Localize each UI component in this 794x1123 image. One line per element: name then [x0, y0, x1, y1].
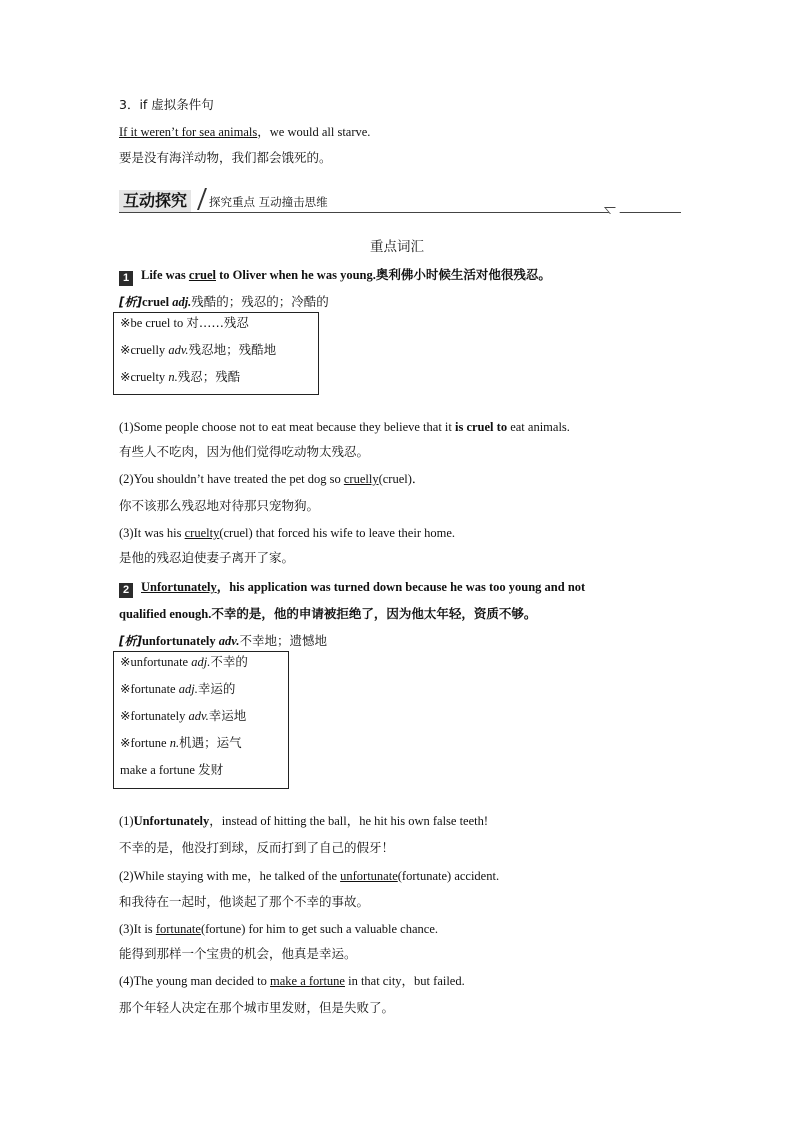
item2-sentence-line1: 2 Unfortunately，his application was turned down because he was too young and not	[119, 578, 674, 598]
item1-sentence-cn: 奥利佛小时候生活对他很残忍。	[375, 267, 551, 282]
answer-blank: cruelty	[184, 526, 220, 540]
item2-example1-cn: 不幸的是，他没打到球，反而打到了自己的假牙！	[119, 840, 395, 855]
item1-example3-cn: 是他的残忍迫使妻子离开了家。	[119, 550, 295, 565]
item2-example3-en: (3)It is fortunate(fortune) for him to get such a valuable chance.	[119, 922, 438, 936]
item1-definition	[119, 293, 329, 311]
analysis-mark: [析]	[119, 295, 142, 309]
item1-def-pos: adj.	[172, 295, 192, 309]
item1-example1-cn: 有些人不吃肉，因为他们觉得吃动物太残忍。	[119, 444, 370, 459]
answer-blank: fortunate	[155, 922, 201, 936]
example-underlined-clause: If it weren’t for sea animals	[119, 125, 258, 139]
item1-example2-en: (2)You shouldn’t have treated the pet dog so cruelly(cruel)．	[119, 472, 425, 486]
item2-box-row: ※unfortunate adj.不幸的	[120, 654, 248, 669]
item1-sentence-pre: Life was	[141, 268, 189, 282]
item2-sentence-cn: 不幸的是，他的申请被拒绝了，因为他太年轻，资质不够。	[211, 606, 537, 621]
grammar-heading: 3．if 虚拟条件句	[119, 97, 214, 112]
analysis-mark: [析]	[119, 634, 142, 648]
item1-def-word: cruel	[141, 295, 173, 309]
item2-example1-en: (1)Unfortunately，instead of hitting the ball，he hit his own false teeth!	[119, 814, 489, 828]
item2-sentence-line2: qualified enough.不幸的是，他的申请被拒绝了，因为他太年轻，资质不够。	[119, 606, 537, 621]
header-rule	[119, 212, 681, 213]
item1-box-row: ※cruelty n.残忍；残酷	[120, 369, 241, 384]
item2-example3-cn: 能得到那样一个宝贵的机会，他真是幸运。	[119, 946, 357, 961]
item2-box-row: ※fortunate adj.幸运的	[120, 681, 236, 696]
grammar-example-cn: 要是没有海洋动物，我们都会饿死的。	[119, 150, 332, 165]
header-slash	[197, 188, 207, 210]
item2-number-badge: 2	[119, 583, 133, 598]
vocab-title: 重点词汇	[370, 239, 424, 255]
item1-word-box	[113, 312, 319, 395]
section-header	[119, 186, 681, 214]
item2-def-cn: 不幸地；遗憾地	[239, 633, 327, 648]
item2-box-row: ※fortunately adv.幸运地	[120, 708, 247, 723]
item2-example2-cn: 和我待在一起时，他谈起了那个不幸的事故。	[119, 894, 370, 909]
item1-sentence	[119, 266, 551, 286]
answer-blank: make a fortune	[270, 974, 345, 988]
item1-def-cn: 残酷的；残忍的；冷酷的	[191, 294, 329, 309]
item2-example4-cn: 那个年轻人决定在那个城市里发财，但是失败了。	[119, 1000, 395, 1015]
item2-example4-en: (4)The young man decided to make a fortune in that city，but failed.	[119, 974, 465, 988]
item2-keyword: Unfortunately	[141, 580, 217, 594]
answer-blank: cruelly	[343, 472, 379, 486]
item2-def-word: unfortunately	[141, 634, 219, 648]
item2-box-row: ※fortune n.机遇；运气	[120, 735, 242, 750]
section-title: 互动探究	[119, 190, 191, 212]
item1-example1-en: (1)Some people choose not to eat meat because they believe that it is cruel to eat animals.	[119, 420, 570, 434]
item1-example3-en: (3)It was his cruelty(cruel) that forced his wife to leave their home.	[119, 526, 456, 540]
item1-sentence-post: to Oliver when he was young.	[216, 268, 376, 282]
item1-keyword: cruel	[188, 268, 216, 282]
item1-box-row: ※cruelly adv.残忍地；残酷地	[120, 342, 277, 357]
grammar-example-en	[119, 123, 370, 141]
example-rest: ，we would all starve.	[257, 125, 371, 139]
item2-definition	[119, 632, 327, 650]
item2-word-box	[113, 651, 289, 789]
section-subtitle: 探究重点 互动撞击思维	[209, 195, 328, 209]
item1-number-badge: 1	[119, 271, 133, 286]
item2-def-pos: adv.	[218, 634, 240, 648]
item1-box-row: ※be cruel to 对……残忍	[120, 315, 249, 330]
item1-example2-cn: 你不该那么残忍地对待那只宠物狗。	[119, 498, 320, 513]
item2-box-row: make a fortune 发财	[120, 762, 224, 777]
answer-blank: unfortunate	[340, 869, 398, 883]
item2-example2-en: (2)While staying with me，he talked of the unfortunate(fortunate) accident.	[119, 869, 500, 883]
